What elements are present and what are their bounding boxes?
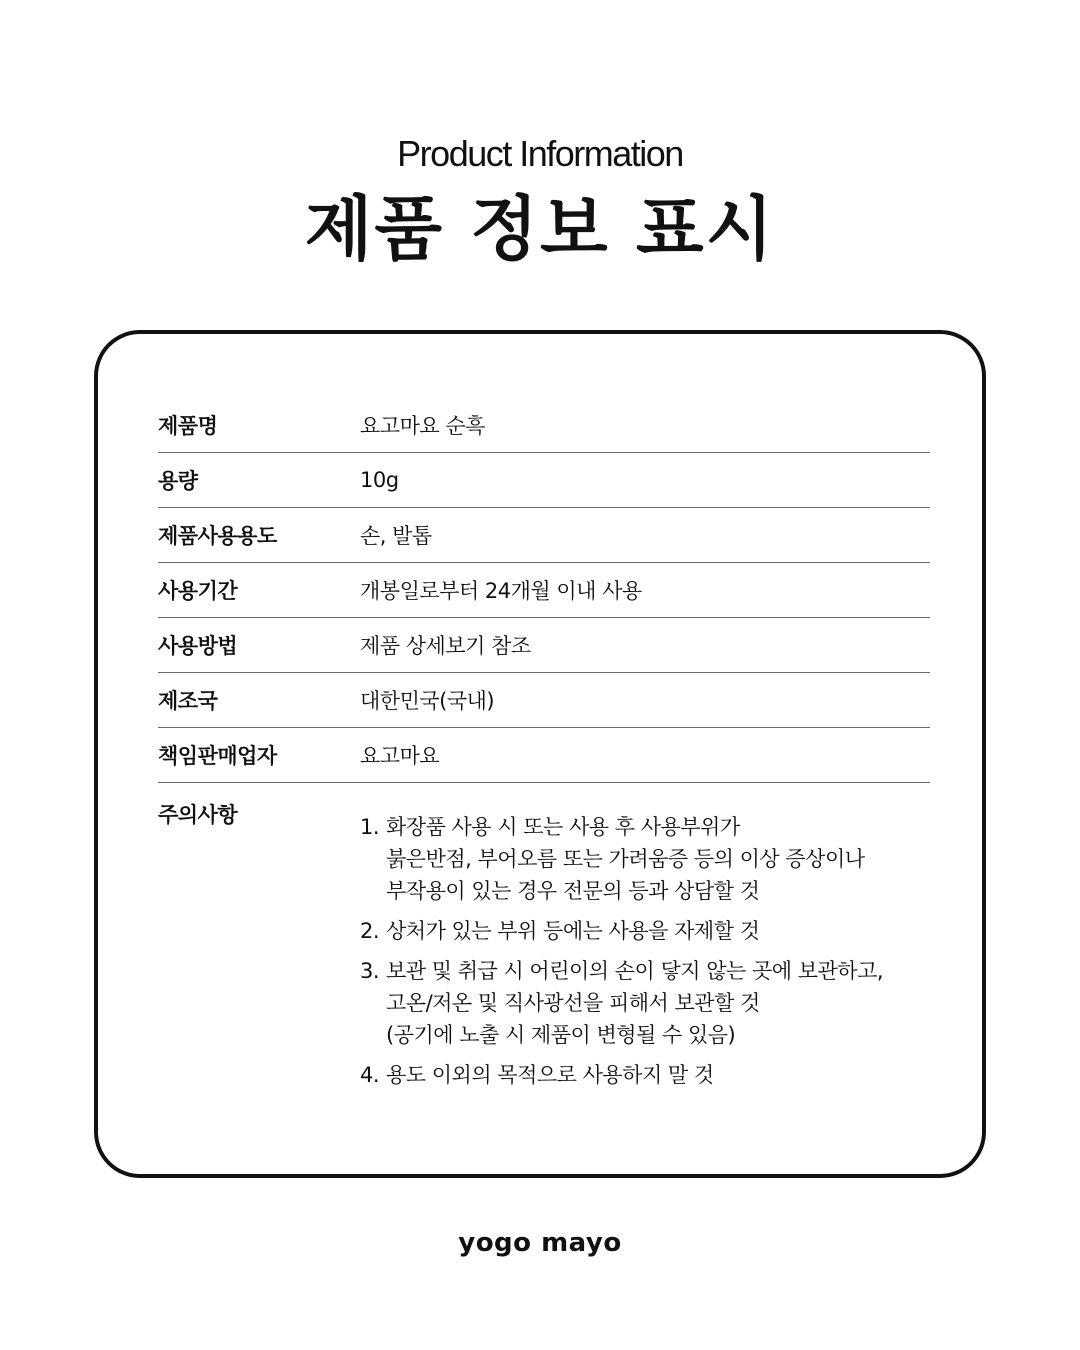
row-label: 용량 (158, 469, 198, 493)
list-item-number: 1. (360, 815, 380, 839)
list-item-text (386, 811, 865, 907)
row-value: 손, 발톱 (360, 524, 432, 548)
table-row (158, 618, 930, 673)
precautions-list (360, 797, 883, 1099)
table-row (158, 563, 930, 618)
list-item-line: 고온/저온 및 직사광선을 피해서 보관할 것 (386, 991, 760, 1015)
row-label: 제품사용용도 (158, 524, 277, 548)
table-row (158, 453, 930, 508)
list-item (360, 1059, 883, 1091)
brand-logo: yogo mayo (458, 1228, 622, 1258)
list-item-line: 부작용이 있는 경우 전문의 등과 상담할 것 (386, 879, 760, 903)
page-title: 제품 정보 표시 (304, 188, 776, 270)
product-info-card (94, 330, 986, 1178)
list-item-line: 보관 및 취급 시 어린이의 손이 닿지 않는 곳에 보관하고, (386, 959, 884, 983)
table-row (158, 398, 930, 453)
list-item-text (386, 1059, 714, 1091)
row-value: 대한민국(국내) (360, 689, 495, 713)
list-item-line: 용도 이외의 목적으로 사용하지 말 것 (386, 1063, 714, 1087)
list-item-text (386, 955, 883, 1051)
info-table (158, 398, 930, 1099)
list-item-number: 2. (360, 919, 380, 943)
list-item-number: 4. (360, 1063, 380, 1087)
precautions-row (158, 783, 930, 1099)
table-row (158, 728, 930, 783)
row-label: 사용기간 (158, 579, 238, 603)
list-item (360, 811, 883, 907)
list-item (360, 955, 883, 1051)
table-row (158, 508, 930, 563)
list-item-line: 화장품 사용 시 또는 사용 후 사용부위가 (386, 815, 740, 839)
row-value: 개봉일로부터 24개월 이내 사용 (360, 579, 642, 603)
list-item-number: 3. (360, 959, 380, 983)
row-value: 제품 상세보기 참조 (360, 634, 531, 658)
row-value: 10g (360, 468, 399, 492)
list-item-text (386, 915, 759, 947)
row-label: 제품명 (158, 414, 218, 438)
row-label: 사용방법 (158, 634, 238, 658)
page-eyebrow: Product Information (397, 133, 683, 174)
list-item-line: (공기에 노출 시 제품이 변형될 수 있음) (386, 1023, 736, 1047)
row-value: 요고마요 순흑 (360, 414, 485, 438)
list-item-line: 상처가 있는 부위 등에는 사용을 자제할 것 (386, 919, 760, 943)
row-label: 제조국 (158, 689, 218, 713)
page-header (0, 132, 1080, 272)
list-item-line: 붉은반점, 부어오름 또는 가려움증 등의 이상 증상이나 (386, 847, 865, 871)
row-label: 책임판매업자 (158, 744, 277, 768)
row-value: 요고마요 (360, 744, 440, 768)
precautions-label: 주의사항 (158, 803, 238, 827)
table-row (158, 673, 930, 728)
list-item (360, 915, 883, 947)
